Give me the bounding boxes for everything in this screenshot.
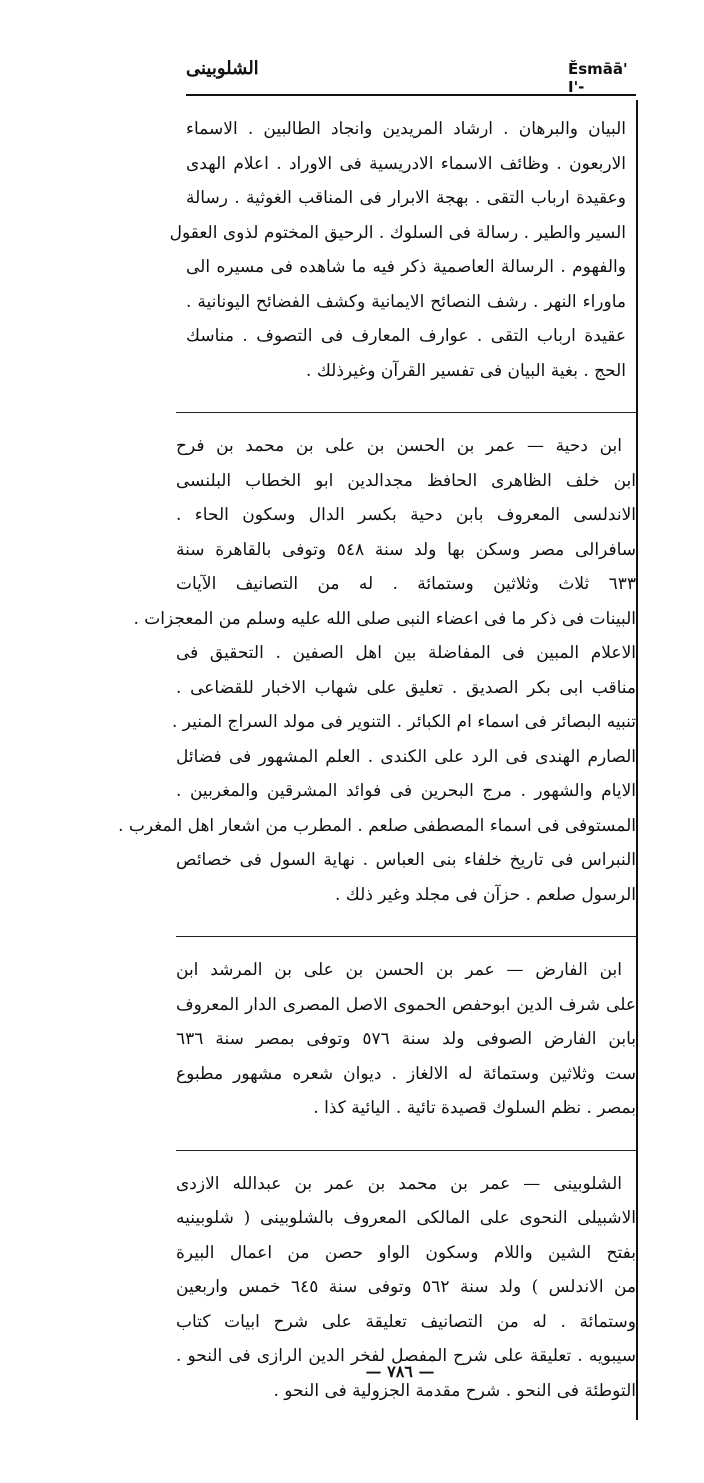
margin-rule — [636, 100, 638, 1420]
text-line: الرسول صلعم . حزآن فى مجلد وغير ذلك . — [335, 884, 636, 905]
running-head-title: الشلوبينى — [186, 58, 259, 79]
text-line: الاعلام المبين فى المفاضلة بين اهل الصفين . التحقيق فى — [176, 643, 636, 663]
text-line: النبراس فى تاريخ خلفاء بنى العباس . نهاية السول فى خصائص — [176, 850, 636, 870]
text-line: من الاندلس ) ولد سنة ٥٦٢ وتوفى سنة ٦٤٥ خمس واربعين — [176, 1277, 637, 1297]
header-rule — [186, 94, 636, 96]
running-head-label: Ěsmāā' I'- — [568, 60, 628, 96]
text-line: الاندلسى المعروف بابن دحية بكسر الدال وسكون الحاء . — [176, 505, 636, 525]
text-line: ابن خلف الظاهرى الحافظ مجدالدين ابو الخطاب البلنسى — [176, 470, 636, 491]
text-line: ست وثلاثين وستمائة له الالغاز . ديوان شعره مشهور مطبوع — [176, 1063, 636, 1084]
entry-heading-line: ابن دحية — عمر بن الحسن بن على بن محمد بن فرح — [176, 436, 622, 456]
text-line: بابن الفارض الصوفى ولد سنة ٥٧٦ وتوفى بمصر سنة ٦٣٦ — [176, 1029, 636, 1049]
entry-ibn-al-farid — [176, 936, 636, 1126]
entry-continuation — [169, 112, 626, 388]
text-line: بمصر . نظم السلوك قصيدة تائية . اليائية كذا . — [313, 1098, 636, 1118]
text-line: الصارم الهندى فى الرد على الكندى . العلم المشهور فى فضائل — [176, 746, 636, 767]
text-line: عقيدة ارباب التقى . عوارف المعارف فى التصوف . مناسك — [186, 326, 626, 346]
text-line: سيبويه . تعليقة على شرح المفصل لفخر الدين الرازى فى النحو . — [176, 1346, 636, 1366]
entry-heading-line: الشلوبينى — عمر بن محمد بن عمر بن عبدالله الازدى — [176, 1173, 622, 1194]
text-line: سافرالى مصر وسكن بها ولد سنة ٥٤٨ وتوفى بالقاهرة سنة — [176, 539, 636, 560]
entry-heading-line: ابن الفارض — عمر بن الحسن بن على بن المرشد ابن — [176, 960, 622, 980]
text-line: وعقيدة ارباب التقى . بهجة الابرار فى المناقب الغوثية . رسالة — [186, 188, 626, 208]
entry-ibn-dihya — [118, 412, 636, 912]
text-line: الايام والشهور . مرج البحرين فى فوائد المشرقين والمغربين . — [176, 781, 636, 801]
running-head — [186, 56, 634, 96]
text-line: تنبيه البصائر فى اسماء ام الكبائر . التنوير فى مولد السراج المنير . — [171, 712, 636, 732]
text-line: ماوراء النهر . رشف النصائح الايمانية وكشف الفضائح اليونانية . — [186, 291, 626, 312]
text-line: وستمائة . له من التصانيف تعليقة على شرح ابيات كتاب — [176, 1311, 636, 1332]
text-line: والفهوم . الرسالة العاصمية ذكر فيه ما شاهده فى مسيره الى — [186, 257, 626, 277]
text-line: السير والطير . رسالة فى السلوك . الرحيق المختوم لذوى العقول — [169, 222, 626, 243]
text-line: الاربعون . وظائف الاسماء الادريسية فى الاوراد . اعلام الهدى — [186, 153, 626, 174]
body-text — [118, 112, 637, 1408]
text-line: الحج . بغية البيان فى تفسير القرآن وغيرذلك . — [306, 360, 626, 381]
text-line: مناقب ابى بكر الصديق . تعليق على شهاب الاخبار للقضاعى . — [176, 677, 636, 698]
text-line: الاشبيلى النحوى على المالكى المعروف بالشلوبينى ( شلوبينيه — [176, 1208, 636, 1228]
page-number: — ٧٨٦ — — [365, 1362, 435, 1381]
text-line: ٦٣٣ ثلاث وثلاثين وستمائة . له من التصانيف الآيات — [176, 574, 636, 594]
text-line: المستوفى فى اسماء المصطفى صلعم . المطرب من اشعار اهل المغرب . — [118, 815, 636, 836]
text-line: البينات فى ذكر ما فى اعضاء النبى صلى الله عليه وسلم من المعجزات . — [133, 608, 636, 629]
text-line: على شرف الدين ابوحفص الحموى الاصل المصرى الدار المعروف — [176, 994, 636, 1015]
text-line: التوطئة فى النحو . شرح مقدمة الجزولية فى النحو . — [273, 1380, 636, 1401]
text-line: بفتح الشين واللام وسكون الواو حصن من اعمال البيرة — [176, 1242, 636, 1263]
text-line: البيان والبرهان . ارشاد المريدين وانجاد الطالبين . الاسماء — [186, 119, 626, 139]
